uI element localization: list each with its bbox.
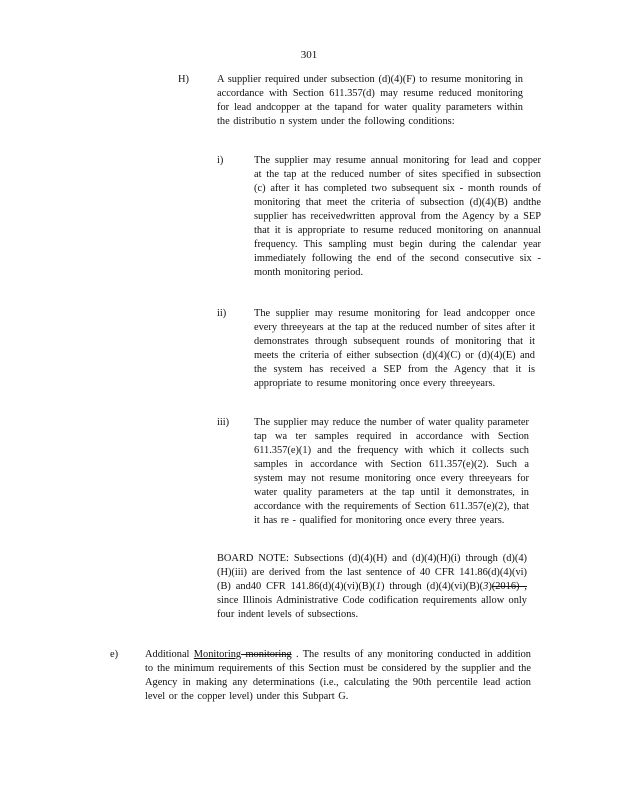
section-e-body: . The results of any monitoring conducted in addition to the minimum requirements of this Section must be considered by the supplier and the Agency in making any determinations (i.e., calculating the 90th percentile lead action level or the copper level) under this Subpart G. <box>145 649 531 702</box>
section-e-marker: e) <box>110 649 119 660</box>
section-e-lead: Additional <box>145 649 194 660</box>
section-e-underlined: Monitoring <box>193 649 242 660</box>
section-h-text: A supplier required under subsection (d)(4)(F) to resume monitoring in accordance with Section 611.357(d) may resume reduced monitoring for lead andcopper at the tapand for water quality parameters within the distributio n system under the following conditions: <box>217 74 523 127</box>
item-i-text: The supplier may resume annual monitoring for lead and copper at the tap at the reduced number of sites specified in subsection (c) after it has completed two subsequent six - month rounds of monitoring that meet the criteria of subsection (d)(4)(B) andthe supplier has receivedwritten approval from the Agency by a SEP that it is appropriate to resume reduced monitoring on anannual frequency. This sampling must begin during the calendar year immediately following the end of the second consecutive six - month monitoring period. <box>254 155 541 278</box>
board-note-struck: (2016) , <box>491 581 527 592</box>
section-e-text <box>145 648 531 704</box>
item-iii-text: The supplier may reduce the number of water quality parameter tap wa ter samples required in accordance with Section 611.357(e)(1) and the frequency with which it collects such samples in accordance with Section 611.357(e)(2). Such a system may not resume monitoring once every threeyears for water quality parameters at the tap until it demonstrates, in accordance with the requirements of Section 611.357(e)(2), that it has re - qualified for monitoring once every three years. <box>254 417 529 526</box>
board-note-text-3: ) <box>488 581 492 592</box>
item-iii-marker: iii) <box>217 417 230 428</box>
section-h-marker: H) <box>178 74 189 85</box>
board-note-italic-1: 1 <box>375 581 381 592</box>
board-note-text-2: ) through (d)(4)(vi)(B)( <box>380 581 484 592</box>
item-ii-marker: ii) <box>217 308 227 319</box>
board-note-text-4: since Illinois Administrative Code codification requirements allow only four indent levels of subsections. <box>217 595 527 620</box>
item-ii-text: The supplier may resume monitoring for lead andcopper once every threeyears at the tap at the reduced number of sites after it demonstrates through subsequent rounds of monitoring that it meets the criteria of either subsection (d)(4)(C) or (d)(4)(E) and the system has received a SEP from the Agency that it is appropriate to resume monitoring once every threeyears. <box>254 308 535 389</box>
board-note-text-1: BOARD NOTE: Subsections (d)(4)(H) and (d)(4)(H)(i) through (d)(4)(H)(iii) are derived from the last sentence of 40 CFR 141.86(d)(4)(vi)(B) and40 CFR 141.86(d)(4)(vi)(B)( <box>217 553 527 592</box>
page-number: 301 <box>300 49 318 61</box>
item-i-marker: i) <box>217 155 224 166</box>
board-note <box>217 552 527 622</box>
board-note-italic-2: 3 <box>483 581 489 592</box>
section-e-struck: monitoring <box>241 649 292 660</box>
